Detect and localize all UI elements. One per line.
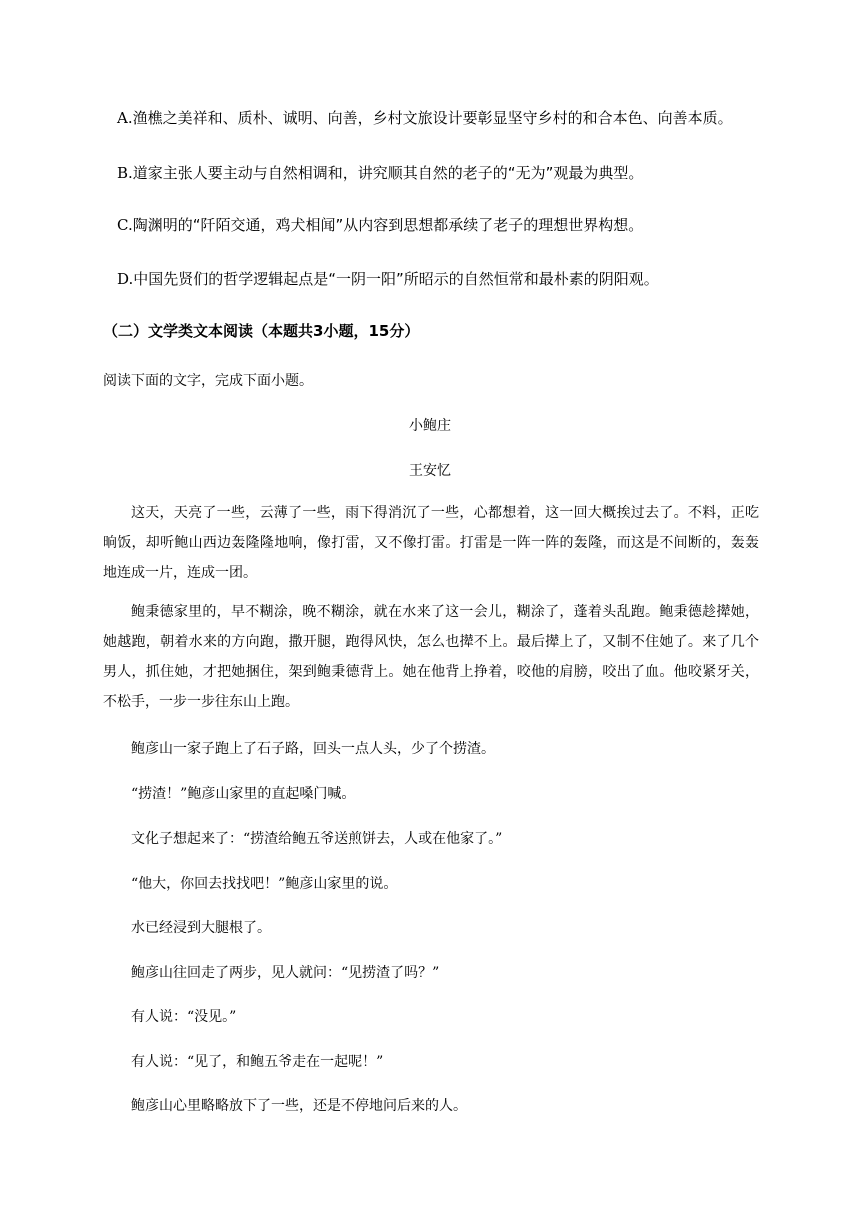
story-line-9: 鲍彦山心里略略放下了一些，还是不停地问后来的人。 [131,1098,467,1114]
option-a-letter: A. [117,109,133,127]
story-title: 小鲍庄 [409,418,451,434]
option-c [117,214,643,235]
story-line-7: 有人说：“没见。” [131,1009,237,1025]
story-author: 王安忆 [409,463,451,479]
story-line-5: 水已经浸到大腿根了。 [131,920,271,936]
section-heading: （二）文学类文本阅读（本题共3小题，15分） [103,322,420,340]
option-c-text: 陶渊明的“阡陌交通，鸡犬相闻”从内容到思想都承续了老子的理想世界构想。 [132,216,644,234]
story-line-8: 有人说：“见了，和鲍五爷走在一起呢！” [131,1054,384,1070]
option-b-text: 道家主张人要主动与自然相调和，讲究顺其自然的老子的“无为”观最为典型。 [132,164,644,182]
story-paragraph-1: 这天，天亮了一些，云薄了一些，雨下得消沉了一些，心都想着，这一回大概挨过去了。不料，正吃晌饭，却听鲍山西边轰隆隆地响，像打雷，又不像打雷。打雷是一阵一阵的轰隆，而这是不间断的，轰轰地连成一片，连成一团。 [103,505,759,581]
option-c-letter: C. [117,216,133,234]
option-b-letter: B. [117,164,133,182]
option-d-letter: D. [117,270,134,288]
story-paragraph-2: 鲍秉德家里的，早不糊涂，晚不糊涂，就在水来了这一会儿，糊涂了，蓬着头乱跑。鲍秉德趁撵她，她越跑，朝着水来的方向跑，撒开腿，跑得风快，怎么也撵不上。最后撵上了，又制不住她了。来了几个男人，抓住她，才把她捆住，架到鲍秉德背上。她在他背上挣着，咬他的肩膀，咬出了血。他咬紧牙关，不松手，一步一步往东山上跑。 [103,604,759,710]
option-d [117,268,659,289]
option-a [117,107,733,128]
option-b [117,162,643,183]
story-line-3: 文化子想起来了：“捞渣给鲍五爷送煎饼去，人或在他家了。” [131,831,503,847]
story-line-6: 鲍彦山往回走了两步，见人就问：“见捞渣了吗？” [131,965,440,981]
instruction-text: 阅读下面的文字，完成下面小题。 [103,373,313,389]
story-line-2: “捞渣！”鲍彦山家里的直起嗓门喊。 [131,786,356,802]
story-line-4: “他大，你回去找找吧！”鲍彦山家里的说。 [131,876,398,892]
option-d-text: 中国先贤们的哲学逻辑起点是“一阴一阳”所昭示的自然恒常和最朴素的阴阳观。 [133,270,659,288]
option-a-text: 渔樵之美祥和、质朴、诚明、向善，乡村文旅设计要彰显坚守乡村的和合本色、向善本质。 [132,109,733,127]
story-line-1: 鲍彦山一家子跑上了石子路，回头一点人头，少了个捞渣。 [131,741,495,757]
